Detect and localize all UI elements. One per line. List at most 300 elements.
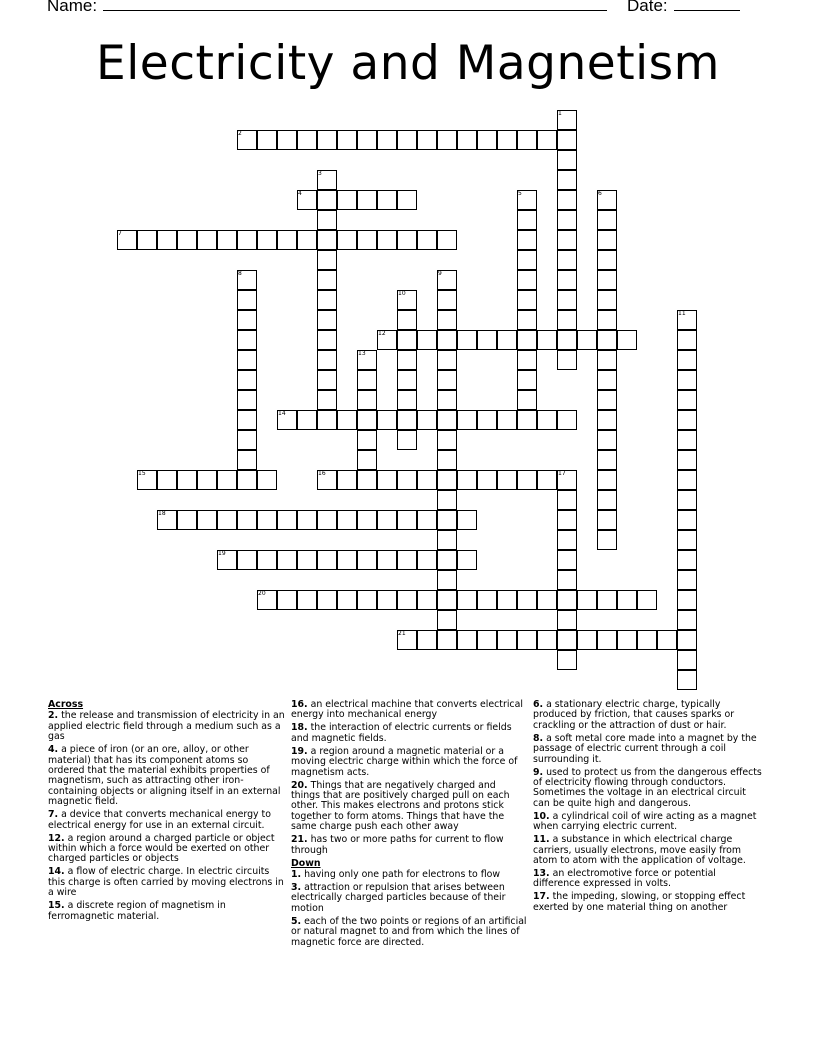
crossword-cell[interactable] [417, 130, 437, 150]
crossword-cell[interactable] [437, 350, 457, 370]
clue-number-label: 15 [138, 470, 146, 477]
crossword-cell[interactable] [477, 630, 497, 650]
crossword-cell[interactable] [517, 470, 537, 490]
crossword-cell[interactable] [677, 450, 697, 470]
crossword-cell[interactable] [497, 410, 517, 430]
crossword-cell[interactable] [677, 430, 697, 450]
clue-number: 9. [533, 766, 544, 778]
crossword-cell[interactable] [477, 130, 497, 150]
crossword-cell[interactable] [197, 510, 217, 530]
crossword-cell[interactable] [677, 650, 697, 670]
crossword-cell[interactable] [357, 410, 377, 430]
crossword-cell[interactable] [597, 310, 617, 330]
crossword-cell[interactable] [337, 550, 357, 570]
crossword-cell[interactable] [317, 270, 337, 290]
crossword-cell[interactable] [557, 350, 577, 370]
crossword-cell[interactable] [517, 270, 537, 290]
across-clue [48, 745, 285, 807]
crossword-cell[interactable] [457, 330, 477, 350]
crossword-cell[interactable] [597, 530, 617, 550]
clue-number-label: 7 [118, 230, 122, 237]
crossword-cell[interactable] [337, 510, 357, 530]
crossword-cell[interactable] [597, 370, 617, 390]
crossword-cell[interactable] [557, 490, 577, 510]
crossword-cell[interactable] [557, 230, 577, 250]
crossword-cell[interactable] [617, 630, 637, 650]
crossword-cell[interactable] [677, 630, 697, 650]
crossword-cell[interactable] [277, 230, 297, 250]
crossword-cell[interactable] [597, 590, 617, 610]
clue-text: an electrical machine that converts electrical energy into mechanical energy [291, 699, 523, 721]
crossword-cell[interactable] [397, 190, 417, 210]
crossword-cell[interactable] [597, 330, 617, 350]
crossword-cell[interactable] [237, 510, 257, 530]
crossword-cell[interactable] [297, 590, 317, 610]
crossword-cell[interactable] [677, 490, 697, 510]
crossword-cell[interactable] [237, 330, 257, 350]
crossword-cell[interactable] [557, 130, 577, 150]
crossword-cell[interactable] [477, 410, 497, 430]
crossword-cell[interactable] [597, 250, 617, 270]
clue-number-label: 6 [598, 190, 602, 197]
crossword-cell[interactable] [457, 510, 477, 530]
crossword-cell[interactable] [397, 370, 417, 390]
crossword-cell[interactable] [397, 510, 417, 530]
crossword-cell[interactable] [377, 130, 397, 150]
crossword-cell[interactable] [517, 350, 537, 370]
crossword-cell[interactable] [537, 130, 557, 150]
crossword-cell[interactable] [457, 410, 477, 430]
down-clue [291, 870, 527, 880]
crossword-cell[interactable] [437, 310, 457, 330]
crossword-cell[interactable] [357, 130, 377, 150]
crossword-cell[interactable] [377, 230, 397, 250]
clue-number-label: 20 [258, 590, 266, 597]
crossword-cell[interactable] [357, 550, 377, 570]
crossword-cell[interactable] [637, 590, 657, 610]
down-clue [291, 883, 527, 914]
crossword-cell[interactable] [397, 430, 417, 450]
across-clue [48, 901, 285, 922]
clue-number-label: 1 [558, 110, 562, 117]
across-clue [291, 835, 527, 856]
across-clue [48, 711, 285, 742]
crossword-cell[interactable] [317, 390, 337, 410]
crossword-cell[interactable] [597, 210, 617, 230]
crossword-cell[interactable] [437, 610, 457, 630]
crossword-cell[interactable] [557, 310, 577, 330]
crossword-cell[interactable] [257, 550, 277, 570]
across-heading: Across [48, 699, 84, 710]
clue-number: 6. [533, 699, 544, 710]
crossword-cell[interactable] [597, 510, 617, 530]
crossword-cell[interactable] [397, 310, 417, 330]
crossword-cell[interactable] [457, 550, 477, 570]
crossword-cell[interactable] [297, 230, 317, 250]
crossword-cell[interactable] [317, 290, 337, 310]
down-heading: Down [291, 857, 321, 869]
crossword-cell[interactable] [597, 430, 617, 450]
clue-number: 12. [48, 832, 65, 844]
crossword-cell[interactable] [297, 130, 317, 150]
crossword-cell[interactable] [357, 450, 377, 470]
crossword-cell[interactable] [437, 510, 457, 530]
crossword-cell[interactable] [317, 230, 337, 250]
crossword-cell[interactable] [317, 330, 337, 350]
crossword-cell[interactable] [257, 510, 277, 530]
crossword-cell[interactable] [297, 410, 317, 430]
crossword-cell[interactable] [617, 330, 637, 350]
clue-number: 8. [533, 732, 544, 744]
crossword-cell[interactable] [177, 470, 197, 490]
crossword-cell[interactable] [357, 470, 377, 490]
crossword-cell[interactable] [177, 510, 197, 530]
crossword-cell[interactable] [377, 550, 397, 570]
crossword-cell[interactable] [317, 590, 337, 610]
crossword-cell[interactable] [377, 410, 397, 430]
crossword-cell[interactable] [277, 590, 297, 610]
crossword-cell[interactable] [557, 210, 577, 230]
crossword-cell[interactable] [677, 390, 697, 410]
crossword-cell[interactable] [357, 590, 377, 610]
crossword-cell[interactable] [597, 410, 617, 430]
crossword-cell[interactable] [677, 470, 697, 490]
crossword-cell[interactable] [377, 190, 397, 210]
crossword-cell[interactable] [597, 390, 617, 410]
clue-number: 5. [291, 915, 302, 927]
crossword-cell[interactable] [437, 550, 457, 570]
crossword-cell[interactable] [557, 410, 577, 430]
crossword-cell[interactable] [577, 630, 597, 650]
crossword-cell[interactable] [597, 490, 617, 510]
crossword-cell[interactable] [677, 590, 697, 610]
crossword-cell[interactable] [317, 550, 337, 570]
crossword-cell[interactable] [677, 570, 697, 590]
crossword-cell[interactable] [357, 230, 377, 250]
clue-number: 17. [533, 891, 550, 903]
crossword-cell[interactable] [317, 310, 337, 330]
crossword-cell[interactable] [597, 450, 617, 470]
crossword-cell[interactable] [517, 230, 537, 250]
crossword-cell[interactable] [377, 470, 397, 490]
crossword-cell[interactable] [517, 290, 537, 310]
crossword-cell[interactable] [677, 510, 697, 530]
crossword-cell[interactable] [177, 230, 197, 250]
crossword-cell[interactable] [337, 230, 357, 250]
crossword-cell[interactable] [237, 310, 257, 330]
crossword-cell[interactable] [517, 210, 537, 230]
crossword-cell[interactable] [237, 450, 257, 470]
crossword-cell[interactable] [437, 130, 457, 150]
crossword-cell[interactable] [557, 590, 577, 610]
crossword-cell[interactable] [457, 590, 477, 610]
crossword-cell[interactable] [477, 330, 497, 350]
crossword-cell[interactable] [557, 550, 577, 570]
crossword-cell[interactable] [357, 370, 377, 390]
crossword-cell[interactable] [417, 590, 437, 610]
crossword-cell[interactable] [677, 610, 697, 630]
crossword-cell[interactable] [197, 230, 217, 250]
crossword-cell[interactable] [537, 590, 557, 610]
crossword-cell[interactable] [437, 330, 457, 350]
down-clue [533, 869, 765, 890]
crossword-cell[interactable] [617, 590, 637, 610]
crossword-cell[interactable] [557, 290, 577, 310]
crossword-cell[interactable] [357, 390, 377, 410]
crossword-cell[interactable] [497, 630, 517, 650]
clue-number-label: 18 [158, 510, 166, 517]
across-clue-list-continued [291, 700, 527, 856]
crossword-cell[interactable] [397, 590, 417, 610]
crossword-cell[interactable] [397, 350, 417, 370]
crossword-cell[interactable] [417, 330, 437, 350]
clue-number-label: 10 [398, 290, 406, 297]
crossword-cell[interactable] [537, 410, 557, 430]
down-clue [533, 892, 765, 913]
crossword-cell[interactable] [417, 410, 437, 430]
crossword-cell[interactable] [357, 430, 377, 450]
crossword-cell[interactable] [497, 330, 517, 350]
crossword-cell[interactable] [437, 590, 457, 610]
crossword-cell[interactable] [317, 250, 337, 270]
crossword-cell[interactable] [557, 530, 577, 550]
crossword-cell[interactable] [537, 630, 557, 650]
crossword-cell[interactable] [397, 230, 417, 250]
crossword-cell[interactable] [597, 290, 617, 310]
crossword-cell[interactable] [237, 370, 257, 390]
crossword-cell[interactable] [597, 230, 617, 250]
clue-text: a piece of iron (or an ore, alloy, or other material) that has its component atoms so ordered that the material exhibits properties of magnetism, such as attracting other iron-containing objects or aligning itself in an external magnetic field. [48, 744, 281, 808]
across-clue [48, 810, 285, 831]
crossword-cell[interactable] [457, 470, 477, 490]
crossword-cell[interactable] [337, 130, 357, 150]
crossword-cell[interactable] [557, 650, 577, 670]
crossword-cell[interactable] [597, 470, 617, 490]
crossword-cell[interactable] [437, 370, 457, 390]
crossword-cell[interactable] [437, 570, 457, 590]
clue-number: 19. [291, 745, 308, 757]
crossword-cell[interactable] [417, 510, 437, 530]
crossword-cell[interactable] [337, 590, 357, 610]
clue-number: 21. [291, 834, 308, 846]
crossword-cell[interactable] [517, 310, 537, 330]
crossword-cell[interactable] [597, 630, 617, 650]
crossword-cell[interactable] [597, 270, 617, 290]
crossword-cell[interactable] [237, 290, 257, 310]
crossword-cell[interactable] [357, 190, 377, 210]
crossword-cell[interactable] [497, 130, 517, 150]
crossword-cell[interactable] [257, 130, 277, 150]
across-clue [291, 747, 527, 778]
crossword-cell[interactable] [677, 530, 697, 550]
crossword-cell[interactable] [557, 330, 577, 350]
crossword-cell[interactable] [517, 630, 537, 650]
clue-text: attraction or repulsion that arises between electrically charged particles because of their motion [291, 882, 506, 914]
crossword-cell[interactable] [437, 430, 457, 450]
crossword-cell[interactable] [677, 410, 697, 430]
crossword-cell[interactable] [317, 190, 337, 210]
crossword-cell[interactable] [397, 470, 417, 490]
crossword-cell[interactable] [437, 470, 457, 490]
clue-text: a region around a charged particle or object within which a force would be exerted on other charged particles or objects [48, 832, 275, 865]
crossword-cell[interactable] [437, 410, 457, 430]
crossword-cell[interactable] [517, 410, 537, 430]
crossword-cell[interactable] [437, 630, 457, 650]
clue-number: 4. [48, 744, 59, 756]
crossword-cell[interactable] [557, 150, 577, 170]
clue-number: 1. [291, 869, 302, 881]
crossword-cell[interactable] [497, 470, 517, 490]
crossword-cell[interactable] [437, 230, 457, 250]
crossword-cell[interactable] [577, 590, 597, 610]
clue-text: an electromotive force or potential difference expressed in volts. [533, 868, 716, 890]
crossword-cell[interactable] [497, 590, 517, 610]
down-clue-list [291, 870, 527, 948]
across-clue [48, 867, 285, 898]
clue-text: a cylindrical coil of wire acting as a magnet when carrying electric current. [533, 810, 757, 833]
crossword-cell[interactable] [417, 630, 437, 650]
crossword-cell[interactable] [317, 370, 337, 390]
clue-number-label: 16 [318, 470, 326, 477]
clue-number-label: 13 [358, 350, 366, 357]
crossword-cell[interactable] [297, 510, 317, 530]
crossword-cell[interactable] [437, 490, 457, 510]
clue-number: 11. [533, 834, 550, 846]
crossword-cell[interactable] [397, 550, 417, 570]
crossword-cell[interactable] [257, 230, 277, 250]
crossword-cell[interactable] [677, 550, 697, 570]
crossword-cell[interactable] [657, 630, 677, 650]
crossword-cell[interactable] [157, 230, 177, 250]
crossword-cell[interactable] [217, 470, 237, 490]
crossword-cell[interactable] [277, 510, 297, 530]
crossword-cell[interactable] [557, 190, 577, 210]
crossword-cell[interactable] [477, 590, 497, 610]
crossword-cell[interactable] [557, 510, 577, 530]
crossword-cell[interactable] [557, 610, 577, 630]
crossword-cell[interactable] [197, 470, 217, 490]
crossword-cell[interactable] [377, 510, 397, 530]
clue-text: a stationary electric charge, typically produced by friction, that causes sparks or crackling or the attraction of dust or hair. [533, 699, 735, 731]
clue-text: each of the two points or regions of an artificial or natural magnet to and from which the lines of magnetic force are directed. [291, 915, 527, 948]
crossword-cell[interactable] [317, 410, 337, 430]
crossword-cell[interactable] [237, 350, 257, 370]
clue-text: a flow of electric charge. In electric circuits this charge is often carried by moving electrons in a wire [48, 866, 284, 899]
crossword-cell[interactable] [357, 510, 377, 530]
crossword-cell[interactable] [537, 330, 557, 350]
crossword-cell[interactable] [557, 570, 577, 590]
crossword-cell[interactable] [557, 630, 577, 650]
crossword-cell[interactable] [557, 250, 577, 270]
clue-text: the interaction of electric currents or fields and magnetic fields. [291, 722, 512, 744]
crossword-cell[interactable] [257, 470, 277, 490]
crossword-cell[interactable] [237, 230, 257, 250]
crossword-cell[interactable] [397, 330, 417, 350]
crossword-cell[interactable] [317, 130, 337, 150]
crossword-cell[interactable] [237, 390, 257, 410]
crossword-cell[interactable] [377, 590, 397, 610]
crossword-cell[interactable] [237, 430, 257, 450]
crossword-cell[interactable] [237, 410, 257, 430]
clue-number-label: 12 [378, 330, 386, 337]
crossword-cell[interactable] [317, 210, 337, 230]
crossword-cell[interactable] [157, 470, 177, 490]
across-clue-list [48, 711, 285, 922]
clue-number-label: 17 [558, 470, 566, 477]
crossword-cell[interactable] [517, 390, 537, 410]
crossword-cell[interactable] [577, 330, 597, 350]
crossword-cell[interactable] [677, 330, 697, 350]
crossword-cell[interactable] [397, 390, 417, 410]
crossword-cell[interactable] [517, 330, 537, 350]
crossword-cell[interactable] [677, 670, 697, 690]
clue-number-label: 19 [218, 550, 226, 557]
down-clue [533, 734, 765, 765]
crossword-cell[interactable] [217, 230, 237, 250]
crossword-cell[interactable] [237, 550, 257, 570]
clue-text: having only one path for electrons to flow [301, 869, 501, 881]
crossword-cell[interactable] [317, 350, 337, 370]
crossword-cell[interactable] [337, 470, 357, 490]
crossword-cell[interactable] [477, 470, 497, 490]
crossword-cell[interactable] [417, 230, 437, 250]
crossword-cell[interactable] [437, 290, 457, 310]
crossword-cell[interactable] [417, 550, 437, 570]
crossword-cell[interactable] [337, 410, 357, 430]
crossword-cell[interactable] [437, 390, 457, 410]
crossword-cell[interactable] [397, 410, 417, 430]
clue-number: 14. [48, 866, 65, 878]
clue-number-label: 8 [238, 270, 242, 277]
clue-text: Things that are negatively charged and things that are positively charged pull on each other. This makes electrons and protons stick together to form atoms. Things that have the same charge push each other away [291, 779, 510, 833]
clue-number: 10. [533, 810, 550, 822]
crossword-cell[interactable] [317, 510, 337, 530]
crossword-cell[interactable] [677, 350, 697, 370]
down-clue [533, 812, 765, 833]
crossword-cell[interactable] [277, 130, 297, 150]
crossword-cell[interactable] [557, 270, 577, 290]
crossword-cell[interactable] [217, 510, 237, 530]
crossword-cell[interactable] [457, 630, 477, 650]
crossword-cell[interactable] [517, 590, 537, 610]
crossword-cell[interactable] [537, 470, 557, 490]
clue-number: 18. [291, 722, 308, 734]
clue-number-label: 14 [278, 410, 286, 417]
crossword-cell[interactable] [297, 550, 317, 570]
crossword-cell[interactable] [517, 370, 537, 390]
crossword-cell[interactable] [337, 190, 357, 210]
name-label: Name: [47, 0, 98, 15]
crossword-cell[interactable] [517, 130, 537, 150]
crossword-cell[interactable] [277, 550, 297, 570]
crossword-cell[interactable] [437, 530, 457, 550]
crossword-cell[interactable] [597, 350, 617, 370]
clue-column-1 [48, 700, 285, 925]
crossword-cell[interactable] [237, 470, 257, 490]
clue-text: the impeding, slowing, or stopping effect exerted by one material thing on another [533, 891, 746, 913]
crossword-cell[interactable] [517, 250, 537, 270]
crossword-cell[interactable] [677, 370, 697, 390]
crossword-cell[interactable] [637, 630, 657, 650]
crossword-cell[interactable] [397, 130, 417, 150]
crossword-cell[interactable] [457, 130, 477, 150]
crossword-cell[interactable] [437, 450, 457, 470]
crossword-cell[interactable] [557, 170, 577, 190]
crossword-cell[interactable] [137, 230, 157, 250]
clue-text: a region around a magnetic material or a moving electric charge within which the force of magnetism acts. [291, 745, 518, 778]
clue-text: a soft metal core made into a magnet by the passage of electric current through a coil surrounding it. [533, 732, 757, 765]
crossword-cell[interactable] [417, 470, 437, 490]
